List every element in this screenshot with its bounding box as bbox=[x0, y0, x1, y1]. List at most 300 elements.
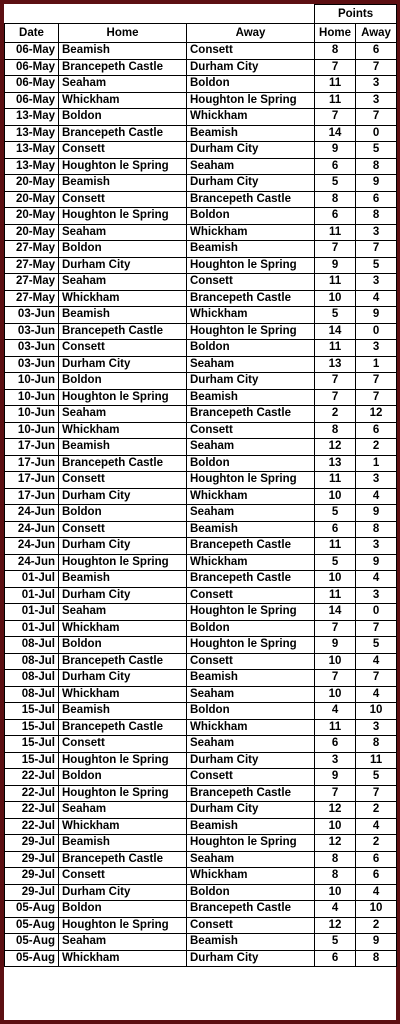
away-points-cell: 9 bbox=[356, 554, 397, 571]
home-team-cell: Seaham bbox=[59, 802, 187, 819]
home-points-cell: 10 bbox=[315, 571, 356, 588]
match-date-cell: 20-May bbox=[5, 191, 59, 208]
table-row bbox=[5, 257, 397, 274]
match-date-cell: 03-Jun bbox=[5, 356, 59, 373]
table-row bbox=[5, 637, 397, 654]
match-date-cell: 22-Jul bbox=[5, 802, 59, 819]
away-team-cell: Boldon bbox=[187, 455, 315, 472]
table-row bbox=[5, 686, 397, 703]
home-points-cell: 11 bbox=[315, 76, 356, 93]
away-points-cell: 1 bbox=[356, 455, 397, 472]
match-date-cell: 06-May bbox=[5, 92, 59, 109]
home-points-cell: 5 bbox=[315, 554, 356, 571]
away-points-cell: 1 bbox=[356, 356, 397, 373]
table-row bbox=[5, 587, 397, 604]
home-points-cell: 7 bbox=[315, 389, 356, 406]
home-points-cell: 11 bbox=[315, 587, 356, 604]
home-points-cell: 2 bbox=[315, 406, 356, 423]
away-team-cell: Houghton le Spring bbox=[187, 257, 315, 274]
table-row bbox=[5, 934, 397, 951]
home-points-cell: 4 bbox=[315, 703, 356, 720]
home-points-cell: 9 bbox=[315, 637, 356, 654]
home-team-cell: Beamish bbox=[59, 43, 187, 60]
match-date-cell: 06-May bbox=[5, 59, 59, 76]
table-row bbox=[5, 884, 397, 901]
match-date-cell: 13-May bbox=[5, 158, 59, 175]
table-row bbox=[5, 142, 397, 159]
match-date-cell: 20-May bbox=[5, 224, 59, 241]
table-row bbox=[5, 835, 397, 852]
home-team-cell: Durham City bbox=[59, 884, 187, 901]
match-date-cell: 27-May bbox=[5, 241, 59, 258]
fixtures-body bbox=[5, 43, 397, 967]
home-team-cell: Consett bbox=[59, 340, 187, 357]
home-points-cell: 8 bbox=[315, 191, 356, 208]
away-points-cell: 2 bbox=[356, 917, 397, 934]
away-points-cell: 7 bbox=[356, 785, 397, 802]
away-team-cell: Whickham bbox=[187, 109, 315, 126]
match-date-cell: 15-Jul bbox=[5, 703, 59, 720]
match-date-cell: 27-May bbox=[5, 257, 59, 274]
table-row bbox=[5, 736, 397, 753]
away-team-cell: Boldon bbox=[187, 76, 315, 93]
away-points-cell: 9 bbox=[356, 175, 397, 192]
away-team-cell: Beamish bbox=[187, 125, 315, 142]
table-row bbox=[5, 241, 397, 258]
away-points-cell: 4 bbox=[356, 290, 397, 307]
table-row bbox=[5, 43, 397, 60]
away-team-cell: Boldon bbox=[187, 208, 315, 225]
away-team-cell: Seaham bbox=[187, 686, 315, 703]
table-row bbox=[5, 554, 397, 571]
home-points-cell: 6 bbox=[315, 950, 356, 967]
table-row bbox=[5, 422, 397, 439]
match-date-cell: 05-Aug bbox=[5, 934, 59, 951]
away-team-cell: Houghton le Spring bbox=[187, 472, 315, 489]
match-date-cell: 13-May bbox=[5, 109, 59, 126]
home-points-cell: 11 bbox=[315, 274, 356, 291]
home-points-cell: 14 bbox=[315, 323, 356, 340]
away-team-cell: Durham City bbox=[187, 59, 315, 76]
home-team-cell: Seaham bbox=[59, 274, 187, 291]
table-row bbox=[5, 818, 397, 835]
table-row bbox=[5, 868, 397, 885]
home-team-cell: Consett bbox=[59, 472, 187, 489]
home-points-cell: 4 bbox=[315, 901, 356, 918]
home-team-cell: Houghton le Spring bbox=[59, 158, 187, 175]
away-team-cell: Consett bbox=[187, 274, 315, 291]
match-date-cell: 03-Jun bbox=[5, 307, 59, 324]
home-team-cell: Durham City bbox=[59, 488, 187, 505]
table-row bbox=[5, 950, 397, 967]
home-team-cell: Beamish bbox=[59, 439, 187, 456]
away-points-cell: 11 bbox=[356, 752, 397, 769]
match-date-cell: 01-Jul bbox=[5, 587, 59, 604]
table-row bbox=[5, 505, 397, 522]
away-points-cell: 8 bbox=[356, 208, 397, 225]
home-team-cell: Whickham bbox=[59, 422, 187, 439]
home-points-cell: 6 bbox=[315, 521, 356, 538]
match-date-cell: 05-Aug bbox=[5, 950, 59, 967]
away-team-cell: Brancepeth Castle bbox=[187, 785, 315, 802]
match-date-cell: 17-Jun bbox=[5, 488, 59, 505]
home-points-cell: 6 bbox=[315, 158, 356, 175]
away-points-cell: 5 bbox=[356, 637, 397, 654]
home-team-cell: Seaham bbox=[59, 406, 187, 423]
table-row bbox=[5, 59, 397, 76]
away-points-cell: 3 bbox=[356, 587, 397, 604]
away-points-cell: 3 bbox=[356, 719, 397, 736]
home-points-cell: 8 bbox=[315, 868, 356, 885]
home-team-cell: Houghton le Spring bbox=[59, 554, 187, 571]
away-points-cell: 6 bbox=[356, 868, 397, 885]
away-team-cell: Beamish bbox=[187, 934, 315, 951]
home-points-cell: 11 bbox=[315, 224, 356, 241]
home-team-cell: Beamish bbox=[59, 835, 187, 852]
table-row bbox=[5, 373, 397, 390]
match-date-cell: 05-Aug bbox=[5, 901, 59, 918]
match-date-cell: 05-Aug bbox=[5, 917, 59, 934]
table-row bbox=[5, 538, 397, 555]
home-team-cell: Boldon bbox=[59, 901, 187, 918]
away-points-cell: 2 bbox=[356, 835, 397, 852]
match-date-cell: 27-May bbox=[5, 274, 59, 291]
home-points-cell: 5 bbox=[315, 175, 356, 192]
home-team-cell: Seaham bbox=[59, 934, 187, 951]
home-points-cell: 7 bbox=[315, 109, 356, 126]
away-points-cell: 8 bbox=[356, 158, 397, 175]
home-team-cell: Houghton le Spring bbox=[59, 389, 187, 406]
away-team-cell: Durham City bbox=[187, 802, 315, 819]
home-points-cell: 5 bbox=[315, 934, 356, 951]
home-team-cell: Durham City bbox=[59, 587, 187, 604]
header-home-points: Home bbox=[315, 24, 356, 43]
home-points-cell: 11 bbox=[315, 92, 356, 109]
home-points-cell: 5 bbox=[315, 307, 356, 324]
home-team-cell: Houghton le Spring bbox=[59, 785, 187, 802]
fixtures-table bbox=[4, 4, 397, 967]
away-points-cell: 3 bbox=[356, 224, 397, 241]
away-points-cell: 9 bbox=[356, 505, 397, 522]
home-team-cell: Houghton le Spring bbox=[59, 917, 187, 934]
table-row bbox=[5, 92, 397, 109]
match-date-cell: 27-May bbox=[5, 290, 59, 307]
home-team-cell: Seaham bbox=[59, 604, 187, 621]
home-points-cell: 6 bbox=[315, 736, 356, 753]
home-team-cell: Brancepeth Castle bbox=[59, 323, 187, 340]
away-points-cell: 4 bbox=[356, 884, 397, 901]
header-blank-cell bbox=[5, 5, 315, 24]
away-team-cell: Seaham bbox=[187, 505, 315, 522]
away-points-cell: 9 bbox=[356, 307, 397, 324]
table-row bbox=[5, 455, 397, 472]
away-team-cell: Consett bbox=[187, 917, 315, 934]
home-team-cell: Durham City bbox=[59, 356, 187, 373]
home-points-cell: 12 bbox=[315, 917, 356, 934]
home-team-cell: Boldon bbox=[59, 373, 187, 390]
away-team-cell: Houghton le Spring bbox=[187, 323, 315, 340]
home-team-cell: Durham City bbox=[59, 257, 187, 274]
table-row bbox=[5, 439, 397, 456]
match-date-cell: 06-May bbox=[5, 43, 59, 60]
away-points-cell: 7 bbox=[356, 389, 397, 406]
table-row bbox=[5, 76, 397, 93]
away-points-cell: 10 bbox=[356, 901, 397, 918]
away-team-cell: Durham City bbox=[187, 752, 315, 769]
away-points-cell: 6 bbox=[356, 422, 397, 439]
away-team-cell: Brancepeth Castle bbox=[187, 571, 315, 588]
away-points-cell: 6 bbox=[356, 191, 397, 208]
table-row bbox=[5, 125, 397, 142]
match-date-cell: 17-Jun bbox=[5, 455, 59, 472]
away-points-cell: 5 bbox=[356, 142, 397, 159]
home-team-cell: Boldon bbox=[59, 241, 187, 258]
away-points-cell: 7 bbox=[356, 109, 397, 126]
home-points-cell: 14 bbox=[315, 604, 356, 621]
away-team-cell: Brancepeth Castle bbox=[187, 538, 315, 555]
away-team-cell: Brancepeth Castle bbox=[187, 406, 315, 423]
home-team-cell: Brancepeth Castle bbox=[59, 719, 187, 736]
table-row bbox=[5, 851, 397, 868]
home-points-cell: 7 bbox=[315, 373, 356, 390]
home-team-cell: Houghton le Spring bbox=[59, 752, 187, 769]
table-row bbox=[5, 224, 397, 241]
away-team-cell: Boldon bbox=[187, 703, 315, 720]
away-points-cell: 4 bbox=[356, 571, 397, 588]
away-points-cell: 10 bbox=[356, 703, 397, 720]
match-date-cell: 03-Jun bbox=[5, 340, 59, 357]
table-row bbox=[5, 917, 397, 934]
away-team-cell: Whickham bbox=[187, 719, 315, 736]
away-points-cell: 6 bbox=[356, 851, 397, 868]
home-team-cell: Seaham bbox=[59, 76, 187, 93]
away-points-cell: 0 bbox=[356, 604, 397, 621]
table-row bbox=[5, 290, 397, 307]
home-points-cell: 8 bbox=[315, 43, 356, 60]
match-date-cell: 15-Jul bbox=[5, 752, 59, 769]
away-team-cell: Beamish bbox=[187, 670, 315, 687]
home-team-cell: Brancepeth Castle bbox=[59, 455, 187, 472]
away-team-cell: Whickham bbox=[187, 488, 315, 505]
away-points-cell: 0 bbox=[356, 125, 397, 142]
home-team-cell: Boldon bbox=[59, 637, 187, 654]
away-team-cell: Seaham bbox=[187, 356, 315, 373]
home-points-cell: 8 bbox=[315, 851, 356, 868]
away-points-cell: 8 bbox=[356, 736, 397, 753]
away-team-cell: Houghton le Spring bbox=[187, 835, 315, 852]
away-points-cell: 7 bbox=[356, 241, 397, 258]
home-points-cell: 11 bbox=[315, 472, 356, 489]
table-row bbox=[5, 191, 397, 208]
table-row bbox=[5, 307, 397, 324]
home-team-cell: Beamish bbox=[59, 703, 187, 720]
home-team-cell: Boldon bbox=[59, 109, 187, 126]
home-points-cell: 13 bbox=[315, 455, 356, 472]
away-points-cell: 5 bbox=[356, 769, 397, 786]
away-team-cell: Beamish bbox=[187, 818, 315, 835]
home-points-cell: 5 bbox=[315, 505, 356, 522]
away-points-cell: 3 bbox=[356, 538, 397, 555]
header-away: Away bbox=[187, 24, 315, 43]
table-row bbox=[5, 620, 397, 637]
away-team-cell: Boldon bbox=[187, 340, 315, 357]
away-team-cell: Beamish bbox=[187, 389, 315, 406]
home-points-cell: 13 bbox=[315, 356, 356, 373]
away-points-cell: 7 bbox=[356, 670, 397, 687]
match-date-cell: 08-Jul bbox=[5, 653, 59, 670]
table-row bbox=[5, 785, 397, 802]
home-team-cell: Boldon bbox=[59, 505, 187, 522]
table-row bbox=[5, 604, 397, 621]
away-team-cell: Brancepeth Castle bbox=[187, 290, 315, 307]
header-date: Date bbox=[5, 24, 59, 43]
away-points-cell: 12 bbox=[356, 406, 397, 423]
away-team-cell: Brancepeth Castle bbox=[187, 191, 315, 208]
table-row bbox=[5, 323, 397, 340]
match-date-cell: 24-Jun bbox=[5, 554, 59, 571]
away-team-cell: Consett bbox=[187, 43, 315, 60]
table-row bbox=[5, 769, 397, 786]
table-row bbox=[5, 488, 397, 505]
away-points-cell: 9 bbox=[356, 934, 397, 951]
match-date-cell: 20-May bbox=[5, 208, 59, 225]
home-team-cell: Seaham bbox=[59, 224, 187, 241]
table-row bbox=[5, 752, 397, 769]
away-team-cell: Seaham bbox=[187, 158, 315, 175]
home-points-cell: 7 bbox=[315, 241, 356, 258]
table-row bbox=[5, 340, 397, 357]
away-points-cell: 3 bbox=[356, 274, 397, 291]
home-team-cell: Whickham bbox=[59, 92, 187, 109]
home-team-cell: Brancepeth Castle bbox=[59, 653, 187, 670]
table-row bbox=[5, 571, 397, 588]
home-team-cell: Durham City bbox=[59, 538, 187, 555]
home-points-cell: 12 bbox=[315, 802, 356, 819]
home-team-cell: Brancepeth Castle bbox=[59, 851, 187, 868]
match-date-cell: 01-Jul bbox=[5, 571, 59, 588]
home-team-cell: Consett bbox=[59, 142, 187, 159]
home-team-cell: Consett bbox=[59, 521, 187, 538]
home-team-cell: Consett bbox=[59, 868, 187, 885]
match-date-cell: 24-Jun bbox=[5, 505, 59, 522]
header-away-points: Away bbox=[356, 24, 397, 43]
home-points-cell: 9 bbox=[315, 257, 356, 274]
away-team-cell: Houghton le Spring bbox=[187, 637, 315, 654]
match-date-cell: 08-Jul bbox=[5, 686, 59, 703]
match-date-cell: 13-May bbox=[5, 125, 59, 142]
table-row bbox=[5, 175, 397, 192]
match-date-cell: 01-Jul bbox=[5, 620, 59, 637]
away-points-cell: 2 bbox=[356, 439, 397, 456]
home-points-cell: 7 bbox=[315, 59, 356, 76]
away-team-cell: Houghton le Spring bbox=[187, 92, 315, 109]
home-team-cell: Consett bbox=[59, 191, 187, 208]
match-date-cell: 20-May bbox=[5, 175, 59, 192]
away-team-cell: Consett bbox=[187, 769, 315, 786]
match-date-cell: 29-Jul bbox=[5, 851, 59, 868]
away-points-cell: 4 bbox=[356, 488, 397, 505]
home-team-cell: Boldon bbox=[59, 769, 187, 786]
home-team-cell: Beamish bbox=[59, 175, 187, 192]
away-team-cell: Beamish bbox=[187, 241, 315, 258]
home-points-cell: 3 bbox=[315, 752, 356, 769]
table-row bbox=[5, 703, 397, 720]
home-points-cell: 11 bbox=[315, 340, 356, 357]
header-row-columns bbox=[5, 24, 397, 43]
home-points-cell: 11 bbox=[315, 538, 356, 555]
away-points-cell: 5 bbox=[356, 257, 397, 274]
away-points-cell: 3 bbox=[356, 472, 397, 489]
home-points-cell: 10 bbox=[315, 488, 356, 505]
away-team-cell: Beamish bbox=[187, 521, 315, 538]
away-points-cell: 7 bbox=[356, 373, 397, 390]
home-team-cell: Whickham bbox=[59, 290, 187, 307]
away-points-cell: 0 bbox=[356, 323, 397, 340]
away-team-cell: Whickham bbox=[187, 868, 315, 885]
table-row bbox=[5, 521, 397, 538]
match-date-cell: 29-Jul bbox=[5, 884, 59, 901]
away-points-cell: 8 bbox=[356, 521, 397, 538]
away-points-cell: 2 bbox=[356, 802, 397, 819]
away-points-cell: 3 bbox=[356, 76, 397, 93]
away-team-cell: Boldon bbox=[187, 884, 315, 901]
match-date-cell: 10-Jun bbox=[5, 406, 59, 423]
home-points-cell: 12 bbox=[315, 835, 356, 852]
home-team-cell: Houghton le Spring bbox=[59, 208, 187, 225]
away-team-cell: Seaham bbox=[187, 736, 315, 753]
home-points-cell: 14 bbox=[315, 125, 356, 142]
match-date-cell: 10-Jun bbox=[5, 373, 59, 390]
table-row bbox=[5, 719, 397, 736]
away-team-cell: Whickham bbox=[187, 554, 315, 571]
table-row bbox=[5, 670, 397, 687]
home-team-cell: Whickham bbox=[59, 686, 187, 703]
away-team-cell: Durham City bbox=[187, 950, 315, 967]
match-date-cell: 10-Jun bbox=[5, 389, 59, 406]
away-points-cell: 4 bbox=[356, 653, 397, 670]
match-date-cell: 15-Jul bbox=[5, 736, 59, 753]
away-team-cell: Durham City bbox=[187, 373, 315, 390]
away-team-cell: Durham City bbox=[187, 142, 315, 159]
home-team-cell: Beamish bbox=[59, 307, 187, 324]
table-row bbox=[5, 109, 397, 126]
home-team-cell: Consett bbox=[59, 736, 187, 753]
away-team-cell: Durham City bbox=[187, 175, 315, 192]
away-team-cell: Boldon bbox=[187, 620, 315, 637]
table-row bbox=[5, 356, 397, 373]
away-points-cell: 3 bbox=[356, 92, 397, 109]
match-date-cell: 08-Jul bbox=[5, 670, 59, 687]
home-points-cell: 9 bbox=[315, 142, 356, 159]
away-team-cell: Seaham bbox=[187, 439, 315, 456]
match-date-cell: 24-Jun bbox=[5, 521, 59, 538]
away-team-cell: Consett bbox=[187, 422, 315, 439]
home-points-cell: 10 bbox=[315, 686, 356, 703]
home-team-cell: Beamish bbox=[59, 571, 187, 588]
match-date-cell: 17-Jun bbox=[5, 472, 59, 489]
match-date-cell: 06-May bbox=[5, 76, 59, 93]
home-points-cell: 12 bbox=[315, 439, 356, 456]
match-date-cell: 13-May bbox=[5, 142, 59, 159]
away-team-cell: Brancepeth Castle bbox=[187, 901, 315, 918]
home-points-cell: 7 bbox=[315, 620, 356, 637]
home-team-cell: Brancepeth Castle bbox=[59, 125, 187, 142]
header-home: Home bbox=[59, 24, 187, 43]
table-row bbox=[5, 653, 397, 670]
match-date-cell: 29-Jul bbox=[5, 868, 59, 885]
home-points-cell: 11 bbox=[315, 719, 356, 736]
header-points: Points bbox=[315, 5, 397, 24]
